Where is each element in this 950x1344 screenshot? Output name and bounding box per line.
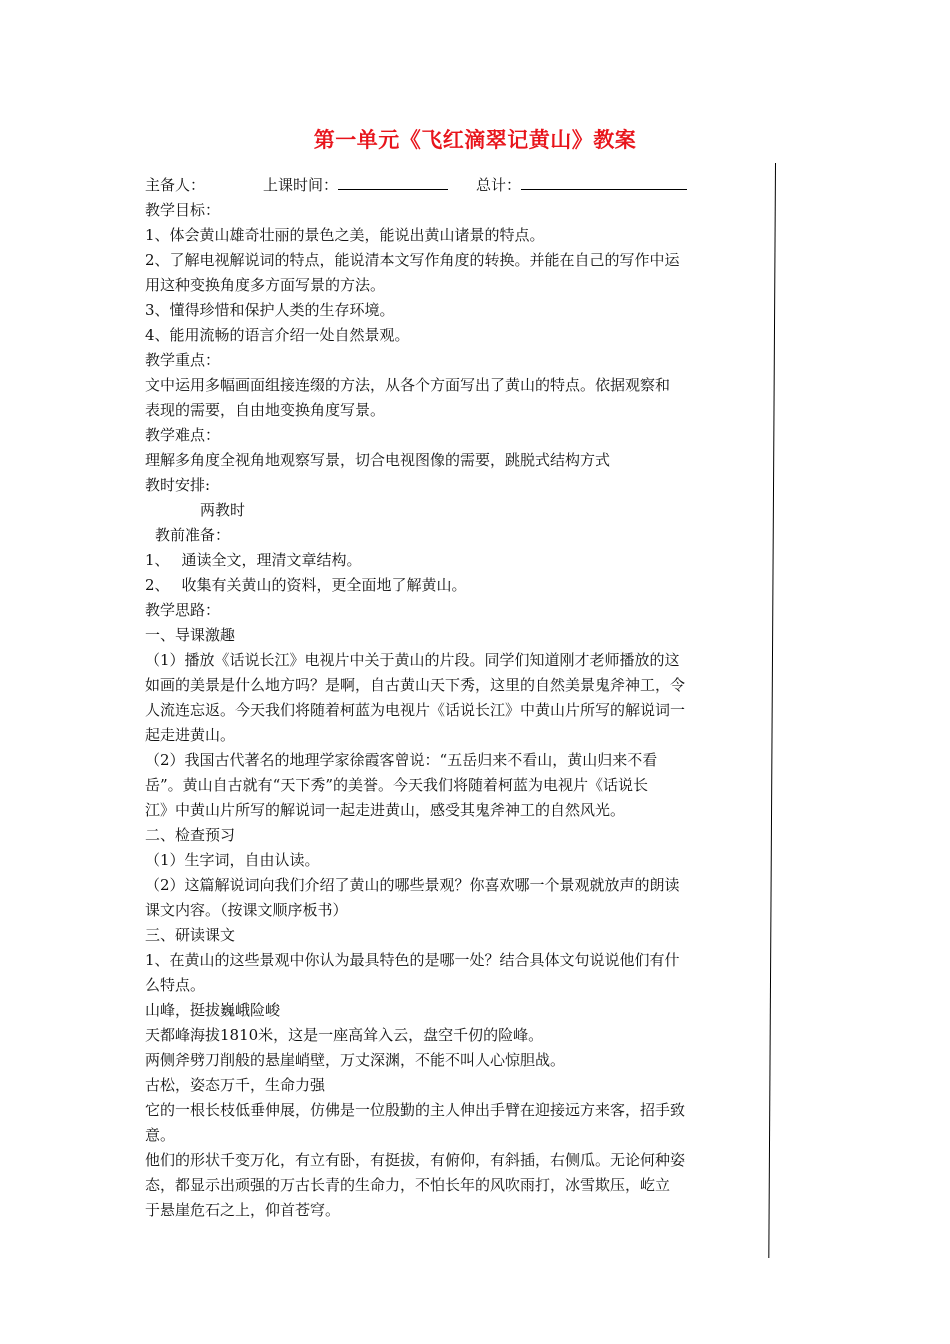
total-blank <box>521 175 687 190</box>
text-line: 4、能用流畅的语言介绍一处自然景观。 <box>145 326 410 344</box>
text-line: 态，都显示出顽强的万古长青的生命力，不怕长年的风吹雨打，冰雪欺压，屹立 <box>145 1176 671 1194</box>
text-line: （1）播放《话说长江》电视片中关于黄山的片段。同学们知道刚才老师播放的这 <box>145 651 680 669</box>
text-line: （1）生字词，自由认读。 <box>145 851 320 869</box>
text-line: 一、导课激趣 <box>145 626 236 644</box>
text-line: 教学难点： <box>145 426 221 444</box>
text-line: 1、体会黄山雄奇壮丽的景色之美，能说出黄山诸景的特点。 <box>145 226 545 244</box>
text-line: （2）这篇解说词向我们介绍了黄山的哪些景观？你喜欢哪一个景观就放声的朗读 <box>145 876 680 894</box>
text-line: 他们的形状千变万化，有立有卧，有挺拔，有俯仰，有斜插，右侧瓜。无论何种姿 <box>145 1151 686 1169</box>
text-line: 岳”。黄山自古就有“天下秀”的美誉。今天我们将随着柯蓝为电视片《话说长 <box>145 776 649 794</box>
text-line: 古松，姿态万千，生命力强 <box>145 1076 326 1094</box>
text-line: 意。 <box>145 1126 176 1144</box>
text-line: 如画的美景是什么地方吗？是啊，自古黄山天下秀，这里的自然美景鬼斧神工，令 <box>145 676 686 694</box>
prep-item-text: 收集有关黄山的资料，更全面地了解黄山。 <box>181 576 467 594</box>
text-line: 么特点。 <box>145 976 206 994</box>
class-time-blank <box>338 175 448 190</box>
document-title: 第一单元《飞红滴翠记黄山》教案 <box>313 128 637 152</box>
prep-item-number: 2、 <box>145 576 170 594</box>
text-line: 表现的需要，自由地变换角度写景。 <box>145 401 386 419</box>
text-line: 用这种变换角度多方面写景的方法。 <box>145 276 386 294</box>
prep-title: 教前准备： <box>155 526 231 544</box>
text-line: 2、了解电视解说词的特点，能说清本文写作角度的转换。并能在自己的写作中运 <box>145 251 680 269</box>
text-line: 于悬崖危石之上，仰首苍穹。 <box>145 1201 341 1219</box>
class-time-label: 上课时间： <box>263 176 339 194</box>
text-line: 1、在黄山的这些景观中你认为最具特色的是哪一处？结合具体文句说说他们有什 <box>145 951 680 969</box>
preparer-label: 主备人： <box>145 176 206 194</box>
text-line: 山峰，挺拔巍峨险峻 <box>145 1001 281 1019</box>
text-line: 它的一根长枝低垂伸展，仿佛是一位殷勤的主人伸出手臂在迎接远方来客，招手致 <box>145 1101 686 1119</box>
text-line: 三、研读课文 <box>145 926 236 944</box>
document-body <box>145 173 760 1223</box>
periods-line: 两教时 <box>200 501 246 519</box>
text-line: 教时安排: <box>145 476 211 494</box>
text-line: 教学目标： <box>145 201 221 219</box>
prep-item-number: 1、 <box>145 551 170 569</box>
prep-item-text: 通读全文，理清文章结构。 <box>181 551 362 569</box>
text-line: 二、检查预习 <box>145 826 236 844</box>
text-line: 3、懂得珍惜和保护人类的生存环境。 <box>145 301 395 319</box>
text-line: 教学重点： <box>145 351 221 369</box>
text-line: 起走进黄山。 <box>145 726 236 744</box>
prep-item <box>145 573 760 598</box>
text-line: 人流连忘返。今天我们将随着柯蓝为电视片《话说长江》中黄山片所写的解说词一 <box>145 701 686 719</box>
text-line: 天都峰海拔1810米，这是一座高耸入云，盘空千仞的险峰。 <box>145 1026 544 1044</box>
text-line: 两侧斧劈刀削般的悬崖峭壁，万丈深渊，不能不叫人心惊胆战。 <box>145 1051 566 1069</box>
total-label: 总计： <box>476 176 522 194</box>
text-line: 江》中黄山片所写的解说词一起走进黄山，感受其鬼斧神工的自然风光。 <box>145 801 626 819</box>
text-line: 文中运用多幅画面组接连缀的方法，从各个方面写出了黄山的特点。依据观察和 <box>145 376 671 394</box>
text-line: （2）我国古代著名的地理学家徐霞客曾说：“五岳归来不看山，黄山归来不看 <box>145 751 658 769</box>
text-line: 教学思路： <box>145 601 221 619</box>
header-row <box>145 173 760 198</box>
text-line: 课文内容。（按课文顺序板书） <box>145 901 348 919</box>
margin-rule <box>768 163 776 1258</box>
text-line: 理解多角度全视角地观察写景，切合电视图像的需要，跳脱式结构方式 <box>145 451 611 469</box>
prep-item <box>145 548 760 573</box>
